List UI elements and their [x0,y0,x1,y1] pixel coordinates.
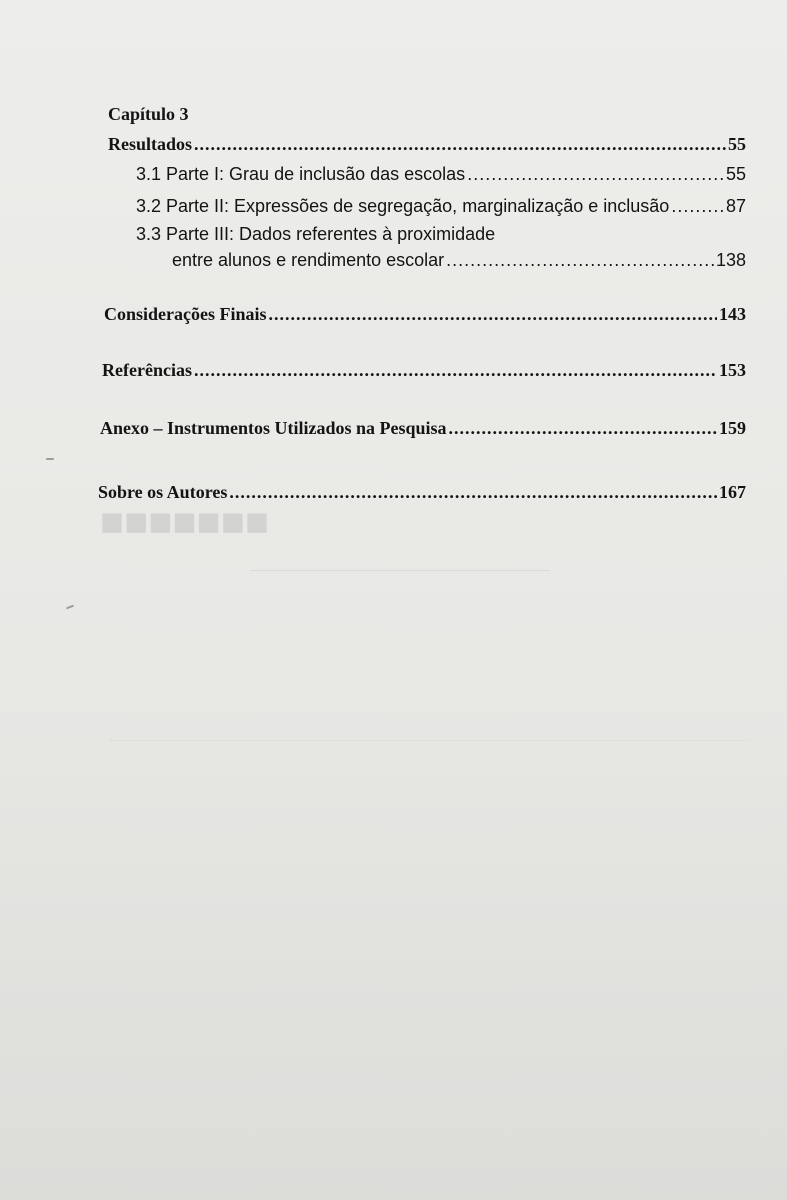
toc-entry-consideracoes-finais[interactable] [104,304,746,325]
toc-entry-label: Sobre os Autores [98,482,228,502]
toc-entry-label: Anexo – Instrumentos Utilizados na Pesquisa [100,418,447,438]
paper-speck [46,458,54,460]
bleed-through-decoration [110,740,750,1041]
toc-entry-label: entre alunos e rendimento escolar [172,250,445,270]
toc-entry-page: 153 [719,360,746,380]
toc-entry-referencias[interactable] [102,360,746,381]
toc-entry-page: 167 [719,482,746,502]
toc-entry-anexo[interactable] [100,418,746,439]
toc-entry-label: Resultados [108,134,193,154]
bleed-through-decoration: ■■■■■■■ [100,500,270,544]
toc-entry-resultados[interactable] [108,134,746,155]
toc-entry-section-3-3[interactable] [172,250,746,271]
toc-entry-page: 143 [719,304,746,324]
dot-leader [194,134,726,155]
chapter-3-label: Capítulo 3 [108,104,189,124]
dot-leader [229,482,717,503]
toc-entry-label: 3.2 Parte II: Expressões de segregação, marginalização e inclusão [136,196,670,216]
dot-leader [467,164,724,185]
toc-entry-label: Referências [102,360,192,380]
toc-entry-section-3-3-line1: 3.3 Parte III: Dados referentes à proximidade [136,224,496,244]
paper-speck [66,605,74,610]
dot-leader [449,418,717,439]
toc-entry-page: 55 [725,164,746,184]
toc-entry-page: 159 [719,418,746,438]
toc-entry-label: Considerações Finais [104,304,267,324]
dot-leader [671,196,724,217]
toc-entry-page: 138 [715,250,746,270]
bleed-through-decoration [250,570,550,631]
toc-entry-label: 3.1 Parte I: Grau de inclusão das escolas [136,164,466,184]
toc-entry-page: 87 [725,196,746,216]
dot-leader [269,304,717,325]
toc-entry-section-3-2[interactable] [136,196,746,217]
dot-leader [194,360,717,381]
toc-entry-page: 55 [728,134,746,154]
dot-leader [446,250,714,271]
toc-entry-section-3-1[interactable] [136,164,746,185]
toc-entry-sobre-os-autores[interactable] [98,482,746,503]
